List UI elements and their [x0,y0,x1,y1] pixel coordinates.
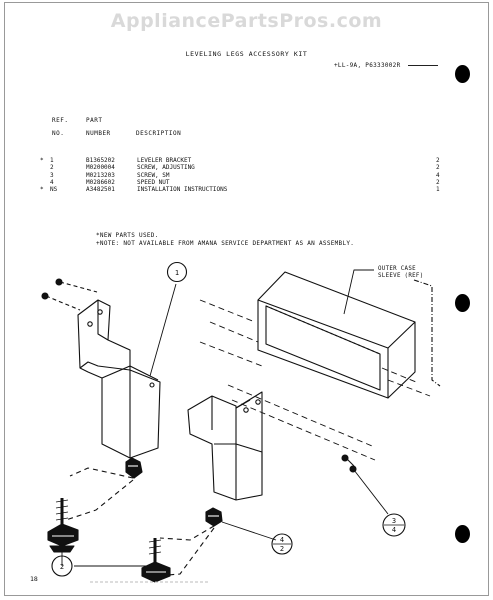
ref-number: 2 [50,164,54,172]
callout-4-2-top: 4 [279,536,285,544]
part-number: M0200004 [86,164,115,172]
outer-case-label-line1: OUTER CASE [378,266,416,272]
part-number: M0213203 [86,171,115,179]
screw-top-left [56,279,97,292]
new-part-flag: * [40,157,44,164]
note-new-parts: *NEW PARTS USED. [96,232,159,239]
watermark: AppliancePartsPros.com [110,10,383,32]
screw-right [342,455,354,466]
part-quantity: 2 [436,178,440,186]
speed-nut [206,508,222,526]
callout-3-4-bottom: 4 [391,526,397,534]
model-reference: +LL-9A, P6333002R [334,62,401,69]
callout-1-leader [150,284,176,376]
ref-number: 3 [50,171,54,179]
part-description: INSTALLATION INSTRUCTIONS [137,186,228,194]
outer-case-sleeve [258,272,415,398]
page-number: 18 [30,575,38,583]
leveler-bracket [78,300,160,458]
part-description: LEVELER BRACKET [137,157,192,164]
sleeve-reference-trace [414,280,440,386]
ref-number: 1 [50,157,54,164]
adjusting-screw [48,498,78,552]
screw-left [42,293,80,310]
header-description: DESCRIPTION [136,130,182,137]
callout-2-number: 2 [59,563,65,571]
ref-number: NS [50,186,58,194]
callout-3-4-top: 3 [391,517,397,525]
part-number: A3482501 [86,186,115,194]
new-part-flag: * [40,186,44,194]
header-part-line1: PART [86,117,103,124]
callout-3-4-leader [354,470,388,514]
part-description: SPEED NUT [137,178,170,186]
header-part-line2: NUMBER [86,130,111,137]
speed-nut [126,458,142,478]
header-ref-line1: REF. [52,117,69,124]
note-availability: +NOTE: NOT AVAILABLE FROM AMANA SERVICE DEPARTMENT AS AN ASSEMBLY. [96,239,355,247]
part-number: M0286602 [86,178,115,186]
adjusting-screw [142,538,170,582]
header-ref-line2: NO. [52,130,65,137]
outer-case-label-line2: SLEEVE (REF) [378,273,424,279]
part-description: SCREW, ADJUSTING [137,164,195,172]
foot-leader-lines [66,468,214,576]
ref-number: 4 [50,178,54,186]
callout-4-2-bottom: 2 [279,545,285,553]
part-quantity: 2 [436,157,440,164]
part-quantity: 2 [436,164,440,172]
part-description: SCREW, SM [137,171,170,179]
callout-1-number: 1 [174,269,180,277]
part-number: B1365202 [86,157,115,164]
part-quantity: 4 [436,171,440,179]
callout-4-2-leader [222,522,276,540]
page-title: LEVELING LEGS ACCESSORY KIT [185,50,308,58]
part-quantity: 1 [436,186,440,194]
